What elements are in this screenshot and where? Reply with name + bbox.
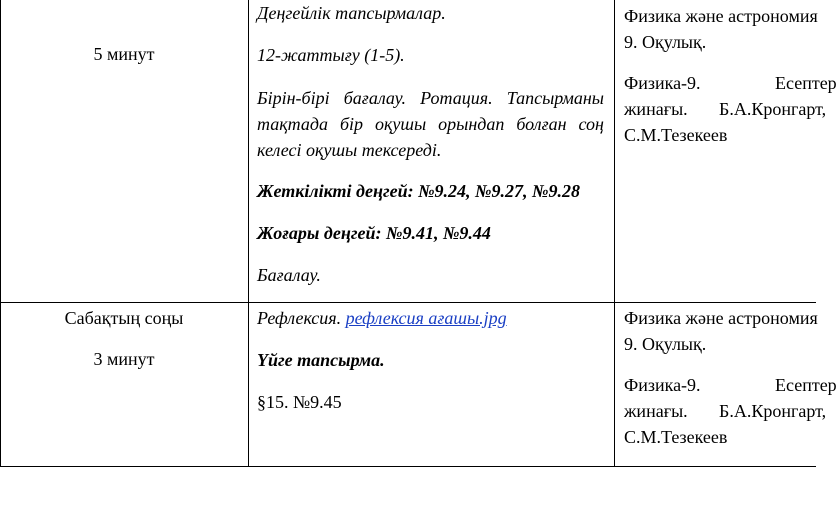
resource-line: Б.А.Кронгарт, [719,99,827,119]
time-cell [0,43,248,65]
time-cell [0,307,248,370]
activity-line: Үйге тапсырма. [257,350,385,370]
resource-line: Физика-9. [624,375,701,395]
activity-line: Жоғары деңгей: №9.41, №9.44 [257,223,491,243]
activity-line: Бағалау. [257,265,321,285]
time-label: Сабақтың соңы [64,308,184,328]
resource-line: жинағы. [624,401,688,421]
activity-line [257,307,507,329]
activity-line: Жеткілікті деңгей: №9.24, №9.27, №9.28 [257,181,580,201]
resource-line: Физика және астрономия [624,6,818,26]
resource-line: Б.А.Кронгарт, [719,401,827,421]
table-border-bottom [0,466,816,467]
reflection-link[interactable]: рефлексия ағашы.jpg [345,308,507,328]
activity-line: §15. №9.45 [257,392,342,412]
resource-line: Физика-9. [624,73,701,93]
resource-line: С.М.Тезекеев [624,125,728,145]
resource-line: С.М.Тезекеев [624,427,728,447]
resource-line: Есептер [775,375,837,395]
time-label: 5 минут [93,44,155,64]
activity-line: 12-жаттығу (1-5). [257,45,405,65]
resource-line: 9. Оқулық. [624,32,707,52]
resource-line: жинағы. [624,99,688,119]
reflection-label: Рефлексия. [257,308,342,328]
activity-line: Деңгейлік тапсырмалар. [257,3,446,23]
resource-line: 9. Оқулық. [624,334,707,354]
resource-line: Есептер [775,73,837,93]
activity-paragraph: Бірін-бірі бағалау. Ротация. Тапсырманы тақтада бір оқушы орындап болған соң келесі оқушы тексереді. [257,88,604,160]
resource-line: Физика және астрономия [624,308,818,328]
table-row [0,303,837,466]
time-label: 3 минут [93,349,155,369]
